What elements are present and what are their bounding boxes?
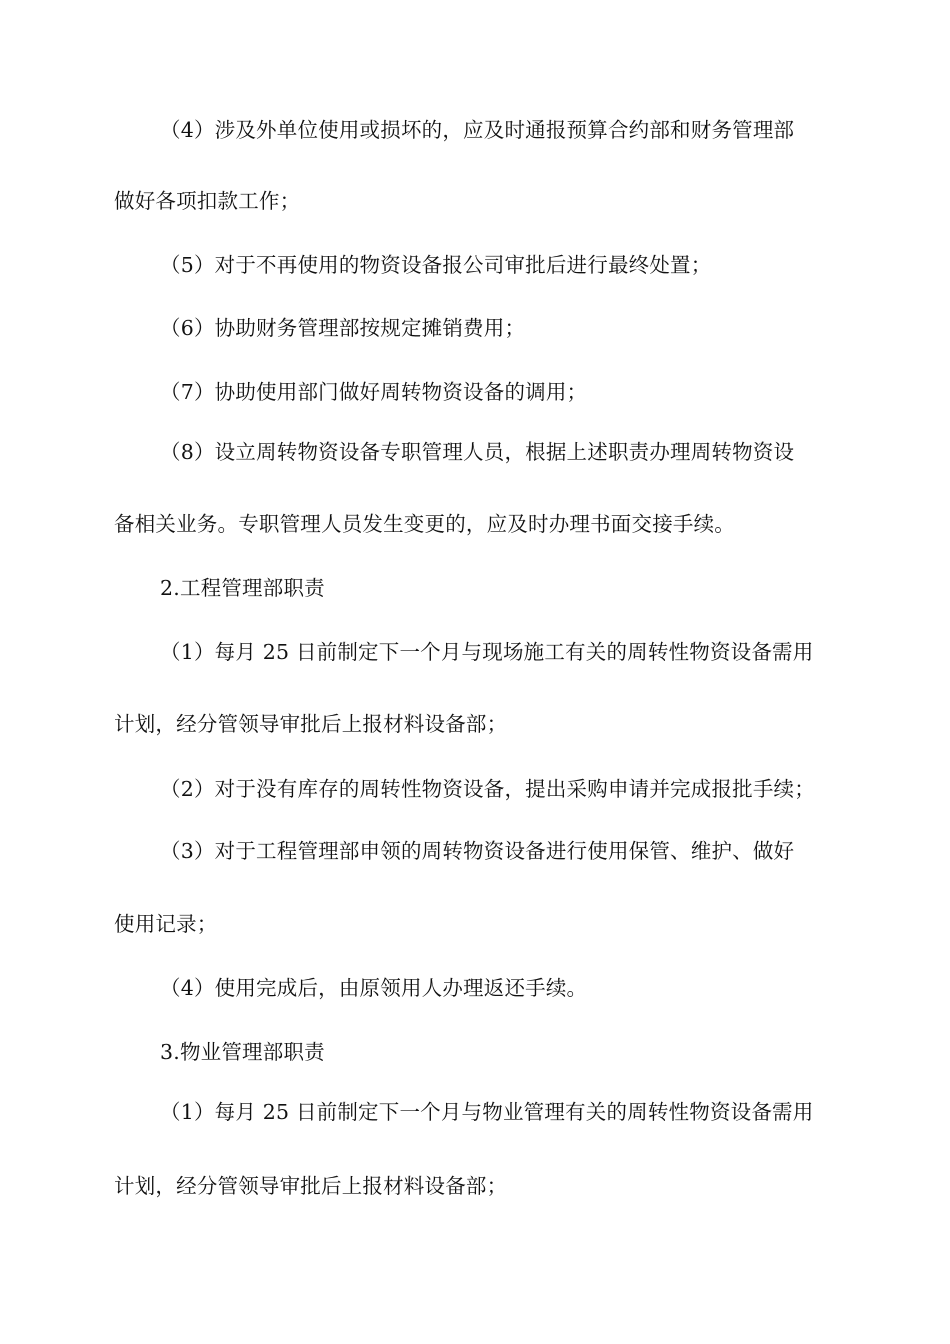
section-heading: 2.工程管理部职责 (160, 576, 325, 600)
paragraph-line: （7）协助使用部门做好周转物资设备的调用； (160, 380, 588, 404)
paragraph-line: （4）涉及外单位使用或损坏的，应及时通报预算合约部和财务管理部 (160, 118, 795, 142)
section-heading: 3.物业管理部职责 (160, 1040, 325, 1064)
paragraph-line: 使用记录； (114, 912, 218, 936)
paragraph-line: （6）协助财务管理部按规定摊销费用； (160, 316, 526, 340)
paragraph-line: 备相关业务。专职管理人员发生变更的，应及时办理书面交接手续。 (114, 512, 735, 536)
paragraph-line: （4）使用完成后，由原领用人办理返还手续。 (160, 976, 588, 1000)
paragraph-line: 计划，经分管领导审批后上报材料设备部； (114, 712, 508, 736)
paragraph-line: （2）对于没有库存的周转性物资设备，提出采购申请并完成报批手续； (160, 777, 815, 801)
paragraph-line: 做好各项扣款工作； (114, 189, 301, 213)
paragraph-line: （5）对于不再使用的物资设备报公司审批后进行最终处置； (160, 253, 712, 277)
paragraph-line: 计划，经分管领导审批后上报材料设备部； (114, 1174, 508, 1198)
paragraph-line: （3）对于工程管理部申领的周转物资设备进行使用保管、维护、做好 (160, 839, 795, 863)
paragraph-line: （1）每月 25 日前制定下一个月与现场施工有关的周转性物资设备需用 (160, 640, 814, 664)
paragraph-line: （8）设立周转物资设备专职管理人员，根据上述职责办理周转物资设 (160, 440, 795, 464)
paragraph-line: （1）每月 25 日前制定下一个月与物业管理有关的周转性物资设备需用 (160, 1100, 814, 1124)
